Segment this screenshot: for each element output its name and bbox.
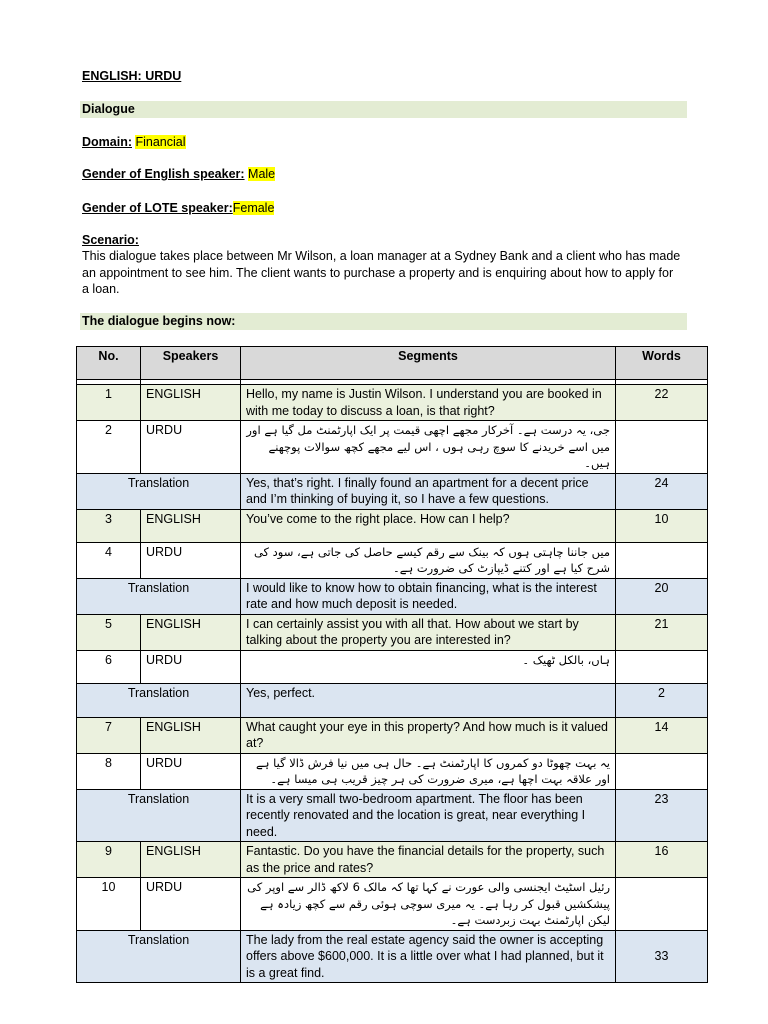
row-speaker: ENGLISH: [141, 717, 241, 753]
english-gender-line: [82, 166, 275, 182]
row-speaker: ENGLISH: [141, 385, 241, 421]
row-no: 4: [77, 542, 141, 578]
lote-gender-value: Female: [232, 201, 275, 215]
row-segment: جی، یہ درست ہے۔ آخرکار مجھے اچھی قیمت پر ایک اپارٹمنٹ مل گیا ہے اور میں اسے خریدنے کا سوچ رہی ہوں ، اس لیے مجھے کچھ سوالات پوچھنے ہیں۔: [241, 421, 616, 474]
row-words: 22: [616, 385, 708, 421]
row-speaker: ENGLISH: [141, 509, 241, 542]
dialogue-table: [76, 346, 708, 983]
row-words: [616, 542, 708, 578]
header-no: No.: [77, 347, 141, 380]
row-words: 21: [616, 614, 708, 650]
row-no: 8: [77, 753, 141, 789]
row-speaker: URDU: [141, 753, 241, 789]
table-row: [77, 878, 708, 931]
dialogue-begins-label: The dialogue begins now:: [82, 314, 236, 328]
dialogue-section-bar: [80, 101, 687, 118]
table-row: [77, 717, 708, 753]
lote-gender-line: [82, 200, 274, 216]
row-words: 14: [616, 717, 708, 753]
row-words: [616, 878, 708, 931]
row-segment: ہاں، بالکل ٹھیک ۔: [241, 650, 616, 683]
table-row: [77, 683, 708, 717]
row-segment: You’ve come to the right place. How can I help?: [241, 509, 616, 542]
row-speaker: ENGLISH: [141, 842, 241, 878]
row-no: 9: [77, 842, 141, 878]
table-header-row: [77, 347, 708, 380]
row-words: 33: [616, 930, 708, 983]
row-segment: Hello, my name is Justin Wilson. I understand you are booked in with me today to discuss a loan, is that right?: [241, 385, 616, 421]
header-segments: Segments: [241, 347, 616, 380]
row-speaker: URDU: [141, 878, 241, 931]
row-speaker: Translation: [77, 473, 241, 509]
domain-value: Financial: [135, 135, 186, 149]
table-row: [77, 473, 708, 509]
row-no: 2: [77, 421, 141, 474]
dialogue-begins-bar: [80, 313, 687, 330]
row-segment: I would like to know how to obtain financing, what is the interest rate and how much deposit is needed.: [241, 578, 616, 614]
row-no: 3: [77, 509, 141, 542]
dialogue-section-label: Dialogue: [82, 102, 135, 116]
table-row: [77, 789, 708, 842]
row-speaker: Translation: [77, 789, 241, 842]
table-row: [77, 542, 708, 578]
row-words: 16: [616, 842, 708, 878]
row-no: 7: [77, 717, 141, 753]
row-segment: What caught your eye in this property? And how much is it valued at?: [241, 717, 616, 753]
row-words: [616, 753, 708, 789]
row-segment: Yes, that’s right. I finally found an apartment for a decent price and I’m thinking of buying it, so I have a few questions.: [241, 473, 616, 509]
row-segment: Yes, perfect.: [241, 683, 616, 717]
row-speaker: Translation: [77, 578, 241, 614]
domain-line: [82, 134, 186, 150]
row-no: 1: [77, 385, 141, 421]
row-words: 24: [616, 473, 708, 509]
row-segment: یہ بہت چھوٹا دو کمروں کا اپارٹمنٹ ہے۔ حال ہی میں نیا فرش ڈالا گیا ہے اور علاقہ بہت اچھا ہے، میری ضرورت کی ہر چیز قریب ہی میسا ہے۔: [241, 753, 616, 789]
table-row: [77, 385, 708, 421]
english-gender-value: Male: [248, 167, 276, 181]
row-segment: رئیل اسٹیٹ ایجنسی والی عورت نے کہا تھا کہ مالک 6 لاکھ ڈالر سے اوپر کی پیشکشیں قبول کر رہا ہے۔ یہ میری سوچی ہوئی رقم سے کچھ زیادہ ہے لیکن اپارٹمنٹ بہت زبردست ہے۔: [241, 878, 616, 931]
table-row: [77, 509, 708, 542]
domain-label: Domain:: [82, 135, 132, 149]
row-no: 10: [77, 878, 141, 931]
row-words: [616, 650, 708, 683]
row-segment: میں جاننا چاہتی ہوں کہ بینک سے رقم کیسے حاصل کی جاتی ہے، سود کی شرح کیا ہے اور کتنے ڈیپازٹ کی ضرورت ہے۔: [241, 542, 616, 578]
table-row: [77, 578, 708, 614]
header-words: Words: [616, 347, 708, 380]
table-row: [77, 650, 708, 683]
scenario-label: Scenario:: [82, 233, 139, 247]
table-row: [77, 421, 708, 474]
row-segment: Fantastic. Do you have the financial details for the property, such as the price and rates?: [241, 842, 616, 878]
table-row: [77, 753, 708, 789]
row-speaker: ENGLISH: [141, 614, 241, 650]
row-no: 6: [77, 650, 141, 683]
english-gender-label: Gender of English speaker:: [82, 167, 245, 181]
row-words: 2: [616, 683, 708, 717]
row-speaker: Translation: [77, 930, 241, 983]
table-row: [77, 614, 708, 650]
row-words: [616, 421, 708, 474]
row-segment: It is a very small two-bedroom apartment. The floor has been recently renovated and the location is great, near everything I need.: [241, 789, 616, 842]
lote-gender-label: Gender of LOTE speaker:: [82, 201, 233, 215]
document-title: ENGLISH: URDU: [82, 69, 182, 83]
row-segment: The lady from the real estate agency said the owner is accepting offers above $600,000. It is a little over what I had planned, but it is a great find.: [241, 930, 616, 983]
row-speaker: URDU: [141, 421, 241, 474]
row-speaker: Translation: [77, 683, 241, 717]
row-no: 5: [77, 614, 141, 650]
scenario-text: This dialogue takes place between Mr Wilson, a loan manager at a Sydney Bank and a client who has made an appointment to see him. The client wants to purchase a property and is enquiring about how to apply for a loan.: [82, 249, 681, 296]
table-row: [77, 930, 708, 983]
row-words: 10: [616, 509, 708, 542]
row-speaker: URDU: [141, 650, 241, 683]
table-row: [77, 842, 708, 878]
row-speaker: URDU: [141, 542, 241, 578]
row-words: 20: [616, 578, 708, 614]
header-speakers: Speakers: [141, 347, 241, 380]
row-words: 23: [616, 789, 708, 842]
row-segment: I can certainly assist you with all that. How about we start by talking about the property you are interested in?: [241, 614, 616, 650]
